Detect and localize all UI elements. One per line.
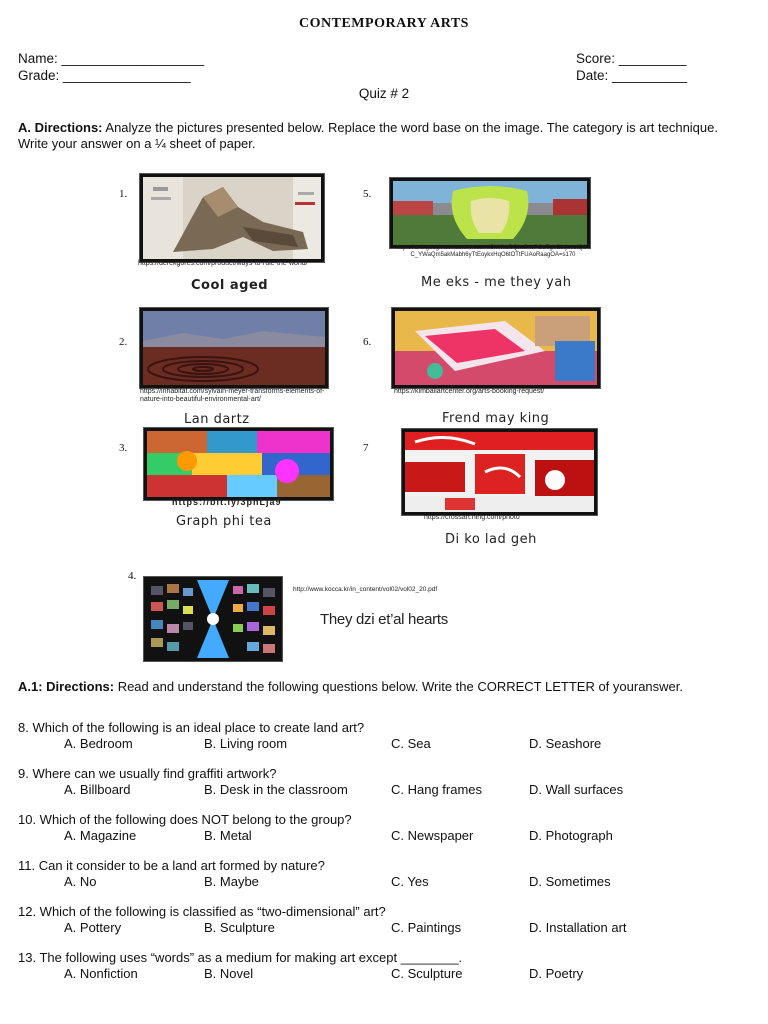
image-7-caption: Di ko lad geh <box>445 532 537 547</box>
image-6-url: https://kimballartcenter.org/arts-booking-request/ <box>394 388 545 395</box>
question-9-text: 9. Where can we usually find graffiti artwork? <box>18 766 277 781</box>
question-12-option-b[interactable]: B. Sculpture <box>204 920 275 935</box>
image-4-caption: They dzi et’al hearts <box>320 611 448 628</box>
question-8-text: 8. Which of the following is an ideal place to create land art? <box>18 720 365 735</box>
image-7-url: https://crossart.ning.com/photo <box>424 514 520 521</box>
section-a1-text: Read and understand the following questions below. Write the CORRECT LETTER of youranswer. <box>114 679 683 694</box>
question-11-option-b[interactable]: B. Maybe <box>204 874 259 889</box>
question-12-text: 12. Which of the following is classified as “two-dimensional” art? <box>18 904 386 919</box>
image-4-digital-art <box>144 577 282 661</box>
image-5-mixed-media <box>390 178 590 248</box>
image-3-graffiti <box>144 428 333 500</box>
image-2-url: https://inhabitat.com/sylvain-meyer-transforms-elements-of-nature-into-beautiful-environmental-art/ <box>140 388 325 403</box>
question-13-option-a[interactable]: A. Nonfiction <box>64 966 138 981</box>
question-13-option-d[interactable]: D. Poetry <box>529 966 584 981</box>
quiz-number: Quiz # 2 <box>358 86 410 101</box>
image-2-land-art <box>140 308 328 388</box>
section-a1-directions <box>18 679 748 695</box>
question-10-option-c[interactable]: C. Newspaper <box>391 828 474 843</box>
image-2-number: 2. <box>119 336 128 348</box>
question-8-option-d[interactable]: D. Seashore <box>529 736 602 751</box>
question-13-option-b[interactable]: B. Novel <box>204 966 254 981</box>
question-10-text: 10. Which of the following does NOT belong to the group? <box>18 812 352 827</box>
question-9-option-d[interactable]: D. Wall surfaces <box>529 782 624 797</box>
image-3-url: https://bit.ly/3pnLja9 <box>172 497 282 507</box>
image-1-url: https://derekgores.com/product/ways-to-rule-the-world/ <box>138 260 308 267</box>
date-field[interactable]: Date: __________ <box>576 68 688 83</box>
grade-field[interactable]: Grade: _________________ <box>18 68 191 83</box>
image-6-caption: Frend may king <box>442 411 550 426</box>
question-9-option-b[interactable]: B. Desk in the classroom <box>204 782 348 797</box>
image-5-caption: Me eks - me they yah <box>421 275 572 290</box>
image-7-number: 7 <box>363 442 369 454</box>
question-12-option-d[interactable]: D. Installation art <box>529 920 627 935</box>
question-11-option-d[interactable]: D. Sometimes <box>529 874 611 889</box>
image-3-number: 3. <box>119 442 128 454</box>
image-3-caption: Graph phi tea <box>176 514 272 529</box>
worksheet-title: CONTEMPORARY ARTS <box>299 16 469 31</box>
question-11-option-c[interactable]: C. Yes <box>391 874 429 889</box>
image-5-number: 5. <box>363 188 372 200</box>
question-11-option-a[interactable]: A. No <box>64 874 97 889</box>
image-6-number: 6. <box>363 336 372 348</box>
image-4-number: 4. <box>128 570 137 582</box>
question-8-option-a[interactable]: A. Bedroom <box>64 736 133 751</box>
question-12-option-a[interactable]: A. Pottery <box>64 920 122 935</box>
question-10-option-b[interactable]: B. Metal <box>204 828 252 843</box>
question-13-option-c[interactable]: C. Sculpture <box>391 966 463 981</box>
image-4-url: http://www.kocca.kr/in_content/vol02/vol02_20.pdf <box>293 586 438 593</box>
question-8-option-c[interactable]: C. Sea <box>391 736 431 751</box>
image-1-collage-shoe <box>140 174 324 262</box>
name-field[interactable]: Name: ___________________ <box>18 51 205 66</box>
question-8-option-b[interactable]: B. Living room <box>204 736 288 751</box>
image-1-number: 1. <box>119 188 128 200</box>
image-2-caption: Lan dartz <box>184 412 250 427</box>
question-10-option-a[interactable]: A. Magazine <box>64 828 137 843</box>
section-a-label: A. Directions: <box>18 120 103 135</box>
section-a-text: Analyze the pictures presented below. Replace the word base on the image. The category is art technique. Write your answer on a ¼ sheet of paper. <box>18 120 718 151</box>
image-7-pop-art <box>402 429 597 515</box>
image-6-performance-art <box>392 308 600 388</box>
question-12-option-c[interactable]: C. Paintings <box>391 920 462 935</box>
question-9-option-c[interactable]: C. Hang frames <box>391 782 483 797</box>
question-11-text: 11. Can it consider to be a land art formed by nature? <box>18 858 325 873</box>
image-1-caption: Cool aged <box>191 278 269 293</box>
question-13-text: 13. The following uses “words” as a medium for making art except ________. <box>18 950 463 965</box>
question-10-option-d[interactable]: D. Photograph <box>529 828 613 843</box>
question-9-option-a[interactable]: A. Billboard <box>64 782 131 797</box>
image-5-url: https://an1.googleusercontent.com/ChMkbDQksSevPGd7ghCbtjoeofQ3TC_YWaQm5akMabh6yTtEoykxHqO6tOTtFUAoRaagOA=s170 <box>395 245 591 258</box>
score-field[interactable]: Score: _________ <box>576 51 687 66</box>
section-a-directions <box>18 120 748 152</box>
section-a1-label: A.1: Directions: <box>18 679 115 694</box>
